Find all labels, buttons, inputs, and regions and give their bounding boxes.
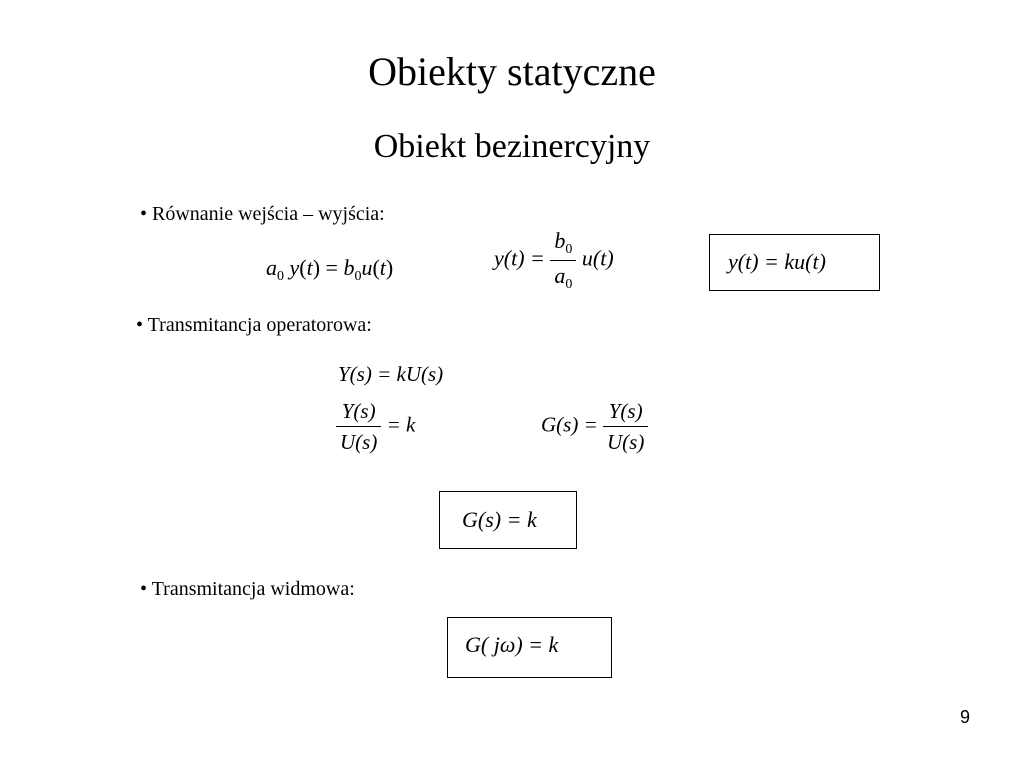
- eq2-fraction: [550, 228, 576, 293]
- eq2-num-b: b: [554, 228, 566, 253]
- eq8-text: G( jω) = k: [465, 632, 559, 657]
- equation-io: $a_0$ $y(t) = b_0u(t)$: [266, 255, 394, 284]
- eq1-b-sub: 0: [354, 269, 362, 284]
- page-number: 9: [959, 707, 970, 727]
- bullet-io-equation: • Równanie wejścia – wyjścia:: [140, 203, 385, 225]
- boxed-equation-ykt: [709, 234, 880, 291]
- page-title: Obiekty statyczne: [368, 49, 656, 94]
- equation-transfer-def: [541, 398, 648, 455]
- eq1-t1: t: [306, 255, 313, 280]
- eq1-b: b: [343, 255, 355, 280]
- eq5-den: U(s): [336, 426, 381, 455]
- eq3-text: y(t) = ku(t): [728, 249, 826, 274]
- eq1-t2: t: [379, 255, 386, 280]
- eq5-rhs: = k: [386, 412, 416, 437]
- eq1-a: a: [266, 255, 277, 280]
- equation-io-solved: [494, 228, 614, 293]
- eq7-text: G(s) = k: [462, 507, 537, 532]
- eq1-a-sub: 0: [277, 269, 284, 284]
- eq5-fraction: [336, 398, 381, 455]
- page-subtitle: Obiekt bezinercyjny: [373, 128, 651, 165]
- bullet-operator-transfer: • Transmitancja operatorowa:: [136, 314, 372, 336]
- eq5-num: Y(s): [341, 399, 376, 423]
- eq2-den-a: a: [554, 263, 566, 288]
- bullet-spectral-transfer: • Transmitancja widmowa:: [140, 578, 355, 600]
- eq6-lhs: G(s) =: [541, 412, 598, 437]
- eq2-num-sub: 0: [565, 242, 573, 257]
- equation-ratio: [336, 398, 415, 455]
- eq2-lhs: y(t) =: [494, 245, 545, 271]
- eq2-rhs: u(t): [581, 245, 614, 271]
- eq1-u: u: [361, 255, 373, 280]
- boxed-equation-gs: [439, 491, 577, 549]
- eq6-fraction: [603, 398, 648, 455]
- eq6-den: U(s): [603, 426, 648, 455]
- eq6-num: Y(s): [608, 399, 643, 423]
- eq1-y: y: [289, 255, 300, 280]
- boxed-equation-gjw: [447, 617, 612, 678]
- equation-laplace: Y(s) = kU(s): [338, 362, 444, 386]
- eq2-den-sub: 0: [565, 277, 573, 292]
